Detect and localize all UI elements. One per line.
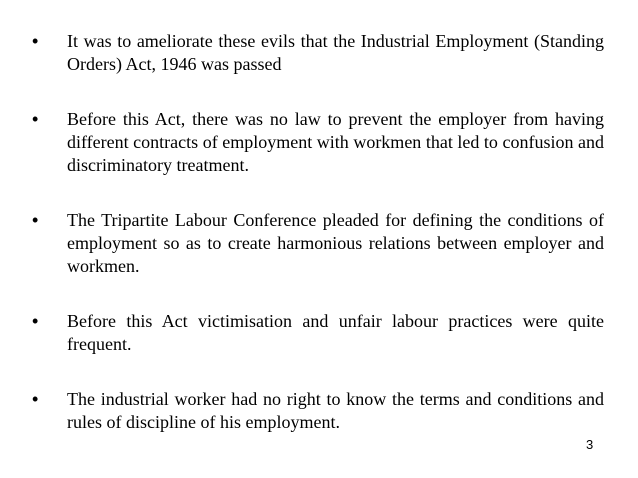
bullet-list	[30, 30, 604, 466]
bullet-text: The industrial worker had no right to know the terms and conditions and rules of discipline of his employment.	[67, 389, 604, 432]
bullet-item	[30, 388, 604, 434]
bullet-item	[30, 30, 604, 76]
bullet-text: Before this Act, there was no law to prevent the employer from having different contracts of employment with workmen that led to confusion and discriminatory treatment.	[67, 109, 604, 175]
bullet-text: Before this Act victimisation and unfair labour practices were quite frequent.	[67, 311, 604, 354]
bullet-item	[30, 209, 604, 278]
bullet-text: It was to ameliorate these evils that the Industrial Employment (Standing Orders) Act, 1946 was passed	[67, 31, 604, 74]
bullet-dot-icon: •	[32, 109, 39, 129]
bullet-text: The Tripartite Labour Conference pleaded for defining the conditions of employment so as to create harmonious relations between employer and workmen.	[67, 210, 604, 276]
bullet-dot-icon: •	[32, 210, 39, 230]
page-number: 3	[586, 437, 594, 452]
bullet-item	[30, 108, 604, 177]
bullet-dot-icon: •	[32, 311, 39, 331]
bullet-dot-icon: •	[32, 389, 39, 409]
bullet-dot-icon: •	[32, 31, 39, 51]
bullet-item	[30, 310, 604, 356]
